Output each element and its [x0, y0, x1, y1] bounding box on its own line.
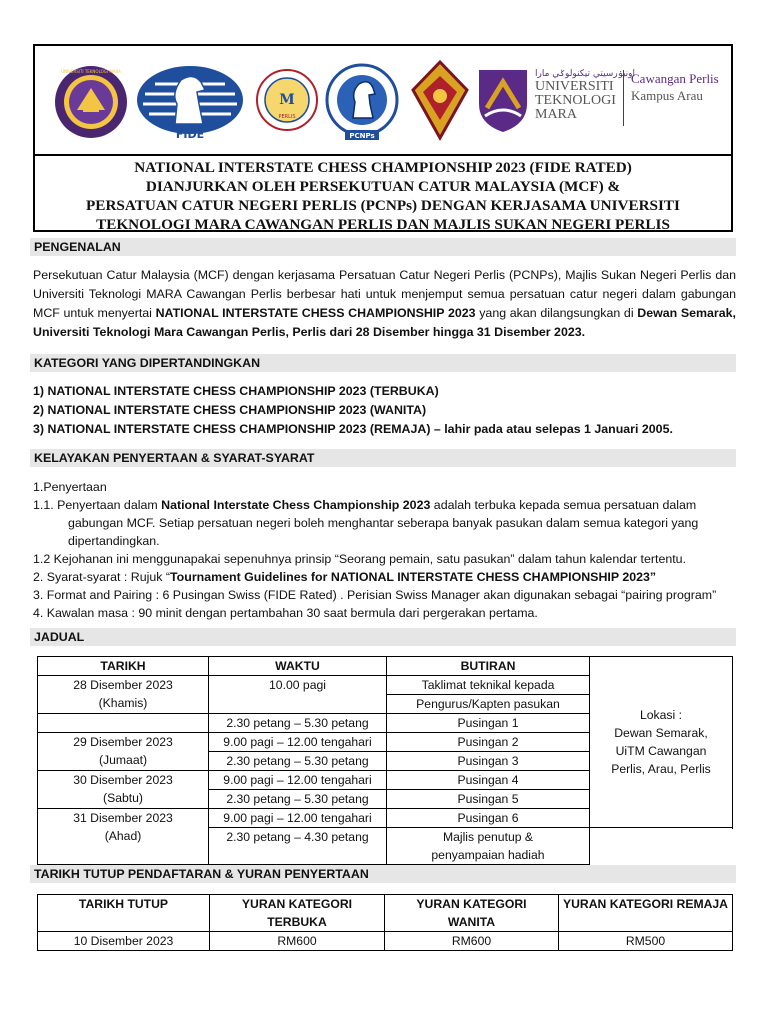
time-cell: 10.00 pagi	[209, 676, 387, 714]
pcnps-text: PCNPs	[349, 132, 375, 140]
kelayakan-syarat-guidelines: Tournament Guidelines for NATIONAL INTERSTATE CHESS CHAMPIONSHIP 2023”	[170, 570, 657, 584]
mcf-perlis-logo	[255, 54, 319, 146]
majlis-sukan-perlis-logo	[409, 58, 471, 142]
kategori-item-wanita: 2) NATIONAL INTERSTATE CHESS CHAMPIONSHIP 2023 (WANITA)	[33, 403, 427, 417]
schedule-table	[37, 656, 733, 865]
fees-table	[37, 894, 733, 951]
fee-cell-tarikh-tutup: 10 Disember 2023	[38, 932, 210, 951]
uitm-latin-name: UNIVERSITI TEKNOLOGI MARA	[535, 79, 616, 122]
kelayakan-line-kawalan-masa: 4. Kawalan masa : 90 minit dengan pertambahan 30 saat bermula dari pergerakan pertama.	[33, 606, 538, 620]
time-cell: 9.00 pagi – 12.00 tengahari	[209, 771, 387, 790]
svg-text:M: M	[279, 92, 295, 108]
uitm-wordmark	[535, 68, 636, 132]
section-heading-kelayakan: KELAYAKAN PENYERTAAN & SYARAT-SYARAT	[30, 449, 736, 467]
uitm-campus-branch: Cawangan Perlis	[631, 71, 719, 86]
pengenalan-championship-name: NATIONAL INTERSTATE CHESS CHAMPIONSHIP 2023	[155, 306, 476, 320]
detail-cell: Pusingan 3	[387, 752, 590, 771]
kategori-item-terbuka: 1) NATIONAL INTERSTATE CHESS CHAMPIONSHIP 2023 (TERBUKA)	[33, 384, 439, 398]
day-text: (Sabtu)	[103, 791, 143, 805]
day-text: (Khamis)	[98, 696, 148, 710]
title-line-3: PERSATUAN CATUR NEGERI PERLIS (PCNPs) DENGAN KERJASAMA UNIVERSITI	[86, 197, 680, 214]
detail-cell: Pengurus/Kapten pasukan	[387, 695, 590, 714]
date-cell	[38, 771, 209, 809]
date-cell	[38, 676, 209, 714]
section-heading-yuran: TARIKH TUTUP PENDAFTARAN & YURAN PENYERTAAN	[30, 865, 736, 883]
title-line-1: NATIONAL INTERSTATE CHESS CHAMPIONSHIP 2023 (FIDE RATED)	[134, 159, 632, 176]
detail-cell: Taklimat teknikal kepada	[387, 676, 590, 695]
uitm-seal-text: UNIVERSITI TEKNOLOGI MARA	[61, 69, 121, 74]
logo-row	[35, 46, 731, 154]
time-cell: 9.00 pagi – 12.00 tengahari	[209, 733, 387, 752]
kelayakan-line-1-1	[33, 496, 696, 514]
kelayakan-line-syarat	[33, 568, 656, 586]
document-title	[35, 158, 731, 234]
header-line: YURAN KATEGORI REMAJA	[563, 897, 728, 911]
uitm-arabic-name: اونيۏرسيتي تيكنولوݢي مارا	[535, 69, 636, 79]
date-text: 31 Disember 2023	[73, 811, 173, 825]
fide-logo	[135, 64, 245, 140]
detail-cell: Pusingan 1	[387, 714, 590, 733]
kelayakan-line-penyertaan: 1.Penyertaan	[33, 480, 107, 494]
uitm-campus	[631, 70, 719, 104]
lokasi-line-1: Dewan Semarak,	[614, 726, 708, 740]
date-text: 28 Disember 2023	[73, 678, 173, 692]
section-heading-kategori: KATEGORI YANG DIPERTANDINGKAN	[30, 354, 736, 372]
header-divider	[35, 154, 731, 156]
detail-cell: Pusingan 6	[387, 809, 590, 828]
lokasi-line-2: UiTM Cawangan	[615, 744, 707, 758]
kategori-item-remaja: 3) NATIONAL INTERSTATE CHESS CHAMPIONSHIP 2023 (REMAJA) – lahir pada atau selepas 1 Januari 2005.	[33, 422, 673, 436]
header-line: YURAN KATEGORI	[416, 897, 527, 911]
date-text: 29 Disember 2023	[73, 735, 173, 749]
time-cell: 2.30 petang – 4.30 petang	[209, 828, 387, 865]
pcnps-logo	[325, 60, 399, 144]
table-row	[38, 932, 733, 951]
fee-cell-terbuka: RM600	[210, 932, 385, 951]
mcf-perlis-text: PERLIS	[278, 114, 296, 120]
date-text: 30 Disember 2023	[73, 773, 173, 787]
col-header-tarikh: TARIKH	[38, 657, 209, 676]
detail-cell: Pusingan 4	[387, 771, 590, 790]
pengenalan-venue-dates: Dewan Semarak, Universiti Teknologi Mara Cawangan Perlis, Perlis dari 28 Disember hingga 31 Disember 2023.	[33, 306, 736, 339]
col-header-yuran-remaja	[559, 895, 733, 932]
col-header-yuran-terbuka	[210, 895, 385, 932]
header-line: TERBUKA	[267, 915, 327, 929]
time-cell: 2.30 petang – 5.30 petang	[209, 790, 387, 809]
date-cell	[38, 809, 209, 865]
day-text: (Jumaat)	[98, 753, 148, 767]
header-box	[33, 44, 733, 232]
fee-cell-wanita: RM600	[385, 932, 559, 951]
lokasi-line-3: Perlis, Arau, Perlis	[611, 762, 711, 776]
fees-header-row	[38, 895, 733, 932]
uitm-divider-line	[623, 70, 624, 126]
time-cell: 2.30 petang – 5.30 petang	[209, 752, 387, 771]
date-cell	[38, 733, 209, 771]
detail-cell: Pusingan 5	[387, 790, 590, 809]
col-header-yuran-wanita	[385, 895, 559, 932]
kelayakan-1-1-suffix: adalah terbuka kepada semua persatuan dalam	[430, 498, 697, 512]
lokasi-label: Lokasi :	[639, 708, 682, 722]
col-header-butiran: BUTIRAN	[387, 657, 590, 676]
kelayakan-line-1-2: 1.2 Kejohanan ini menggunapakai sepenuhnya prinsip “Seorang pemain, satu pasukan” dalam tahun kalendar tertentu.	[33, 552, 687, 566]
section-heading-pengenalan: PENGENALAN	[30, 238, 736, 256]
lokasi-cell	[590, 657, 733, 828]
title-line-2: DIANJURKAN OLEH PERSEKUTUAN CATUR MALAYSIA (MCF) &	[145, 178, 621, 195]
uitm-seal-logo	[53, 64, 129, 140]
fee-cell-remaja: RM500	[559, 932, 733, 951]
detail-cell	[387, 828, 590, 865]
day-text: (Ahad)	[104, 829, 142, 843]
kelayakan-1-1-prefix: 1.1. Penyertaan dalam	[33, 498, 162, 512]
uitm-campus-name: Kampus Arau	[631, 88, 703, 103]
detail-cell: Pusingan 2	[387, 733, 590, 752]
pengenalan-paragraph	[33, 266, 736, 342]
pengenalan-text-2: yang akan dilangsungkan di	[475, 306, 638, 320]
col-header-waktu: WAKTU	[209, 657, 387, 676]
date-cell-empty	[38, 714, 209, 733]
kelayakan-line-1-1-cont-2: dipertandingkan.	[68, 534, 160, 548]
fide-text: FIDE	[175, 128, 205, 140]
header-line: YURAN KATEGORI	[241, 897, 353, 911]
header-line: WANITA	[447, 915, 496, 929]
section-heading-jadual: JADUAL	[30, 628, 736, 646]
detail-line: penyampaian hadiah	[431, 848, 545, 862]
title-line-4: TEKNOLOGI MARA CAWANGAN PERLIS DAN MAJLIS SUKAN NEGERI PERLIS	[96, 216, 670, 233]
kelayakan-line-format: 3. Format and Pairing : 6 Pusingan Swiss (FIDE Rated) . Perisian Swiss Manager akan digunakan sebagai “pairing program”	[33, 588, 717, 602]
uitm-shield-logo	[477, 68, 529, 134]
col-header-tarikh-tutup	[38, 895, 210, 932]
time-cell: 9.00 pagi – 12.00 tengahari	[209, 809, 387, 828]
detail-line: Majlis penutup &	[442, 830, 534, 844]
kelayakan-line-1-1-cont-1: gabungan MCF. Setiap persatuan negeri boleh menghantar seberapa banyak pasukan dalam semua kategori yang	[68, 516, 699, 530]
schedule-header-row	[38, 657, 733, 676]
pengenalan-text-1: Persekutuan Catur Malaysia (MCF) dengan kerjasama Persatuan Catur Negeri Perlis (PCNPs), Majlis Sukan Negeri Perlis dan Universiti Teknologi MARA Cawangan Perlis berbesar hati untuk menjemput semua persatuan catur negeri dalam gabungan MCF untuk menyertai	[33, 268, 736, 320]
header-line: TARIKH TUTUP	[78, 897, 169, 911]
time-cell: 2.30 petang – 5.30 petang	[209, 714, 387, 733]
kelayakan-syarat-prefix: 2. Syarat-syarat : Rujuk “	[33, 570, 171, 584]
kelayakan-1-1-championship: National Interstate Chess Championship 2023	[161, 498, 431, 512]
